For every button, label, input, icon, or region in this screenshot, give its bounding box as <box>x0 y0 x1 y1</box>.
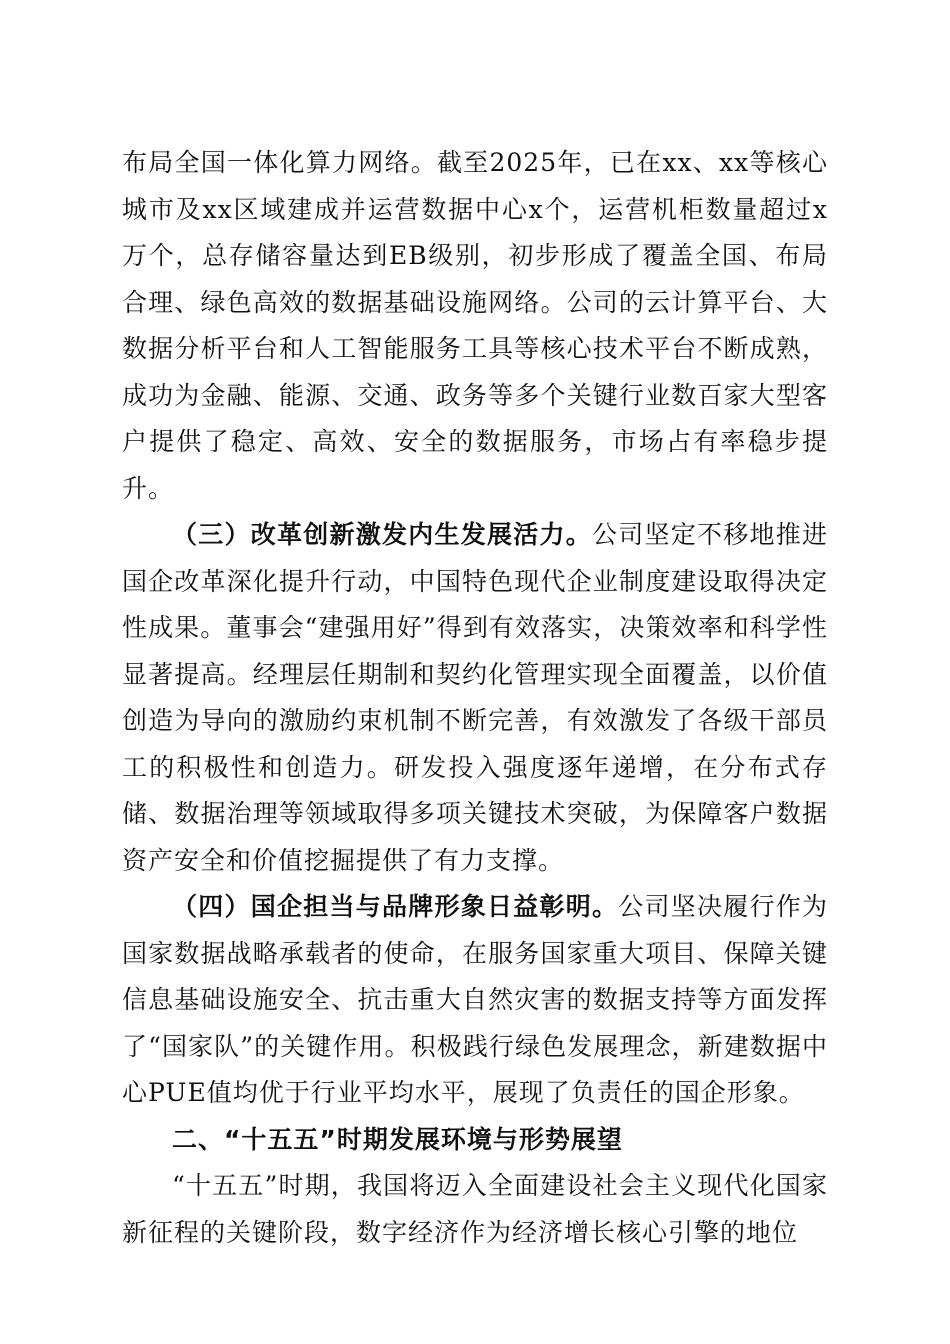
section-body-reform: 公司坚定不移地推进国企改革深化提升行动，中国特色现代企业制度建设取得决定性成果。董事会“建强用好”得到有效落实，决策效率和科学性显著提高。经理层任期制和契约化管理实现全面覆盖，以价值创造为导向的激励约束机制不断完善，有效激发了各级干部员工的积极性和创造力。研发投入强度逐年递增，在分布式存储、数据治理等领域取得多项关键技术突破，为保障客户数据资产安全和价值挖掘提供了有力支撑。 <box>122 520 828 875</box>
paragraph-outlook: “十五五”时期，我国将迈入全面建设社会主义现代化国家新征程的关键阶段，数字经济作为经济增长核心引擎的地位 <box>122 1171 828 1247</box>
paragraph-reform-innovation <box>122 512 828 884</box>
paragraph-infrastructure: 布局全国一体化算力网络。截至2025年，已在xx、xx等核心城市及xx区域建成并运营数据中心x个，运营机柜数量超过x万个，总存储容量达到EB级别，初步形成了覆盖全国、布局合理、绿色高效的数据基础设施网络。公司的云计算平台、大数据分析平台和人工智能服务工具等核心技术平台不断成熟，成功为金融、能源、交通、政务等多个关键行业数百家大型客户提供了稳定、高效、安全的数据服务，市场占有率稳步提升。 <box>122 148 828 503</box>
document-body <box>122 140 828 1256</box>
section-body-brand: 公司坚决履行作为国家数据战略承载者的使命，在服务国家重大项目、保障关键信息基础设施安全、抗击重大自然灾害的数据支持等方面发挥了“国家队”的关键作用。积极践行绿色发展理念，新建数据中心PUE值均优于行业平均水平，展现了负责任的国企形象。 <box>122 892 828 1107</box>
section-lead-reform: （三）改革创新激发内生发展活力。 <box>172 520 592 549</box>
section-lead-brand: （四）国企担当与品牌形象日益彰明。 <box>172 892 619 921</box>
paragraph-brand-image <box>122 884 828 1117</box>
section-heading-outlook: 二、“十五五”时期发展环境与形势展望 <box>172 1124 623 1154</box>
